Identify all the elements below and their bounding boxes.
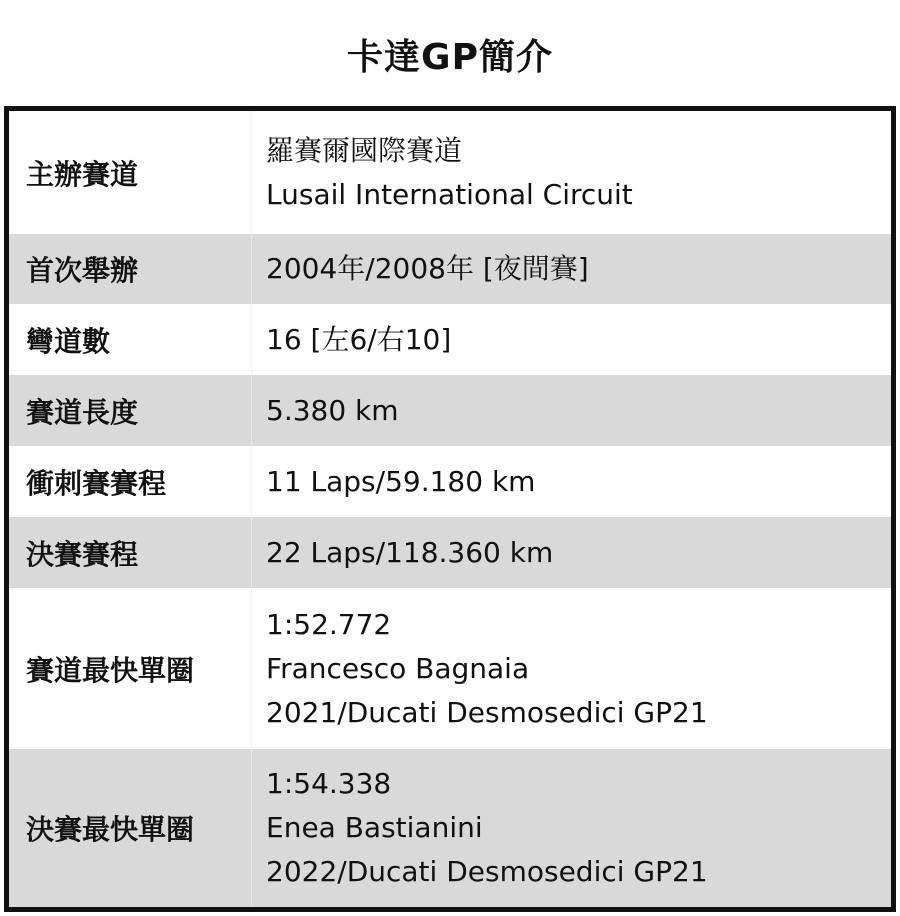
row-value (266, 517, 883, 588)
value-line: 1:52.772 (266, 607, 392, 641)
value-line: 2021/Ducati Desmosedici GP21 (266, 695, 708, 729)
value-line: 22 Laps/118.360 km (266, 535, 554, 569)
column-divider (251, 517, 252, 588)
row-label: 賽道長度 (26, 395, 139, 429)
value-line: 2022/Ducati Desmosedici GP21 (266, 855, 708, 888)
row-value (266, 446, 883, 517)
table-row-track-length (9, 375, 891, 446)
row-value (266, 375, 883, 446)
value-line: 16 [左6/右10] (266, 322, 452, 356)
row-value (266, 234, 883, 304)
row-value (266, 749, 883, 907)
column-divider (251, 304, 252, 375)
value-line: 2004年/2008年 [夜間賽] (266, 252, 589, 285)
table-row-sprint-distance (9, 446, 891, 517)
value-line: 1:54.338 (266, 767, 392, 800)
column-divider (251, 749, 252, 907)
value-line: 11 Laps/59.180 km (266, 464, 536, 498)
table-row-corners (9, 304, 891, 375)
row-label: 決賽賽程 (26, 537, 139, 571)
row-label: 衝刺賽賽程 (26, 466, 167, 500)
row-label: 彎道數 (26, 324, 111, 358)
value-line: Lusail International Circuit (266, 177, 633, 211)
row-label: 賽道最快單圈 (26, 653, 195, 687)
column-divider (251, 234, 252, 304)
value-line: 5.380 km (266, 393, 399, 427)
column-divider (251, 375, 252, 446)
row-value (266, 588, 883, 749)
column-divider (251, 446, 252, 517)
row-label: 決賽最快單圈 (26, 813, 195, 846)
row-value (266, 111, 883, 234)
page-title: 卡達GP簡介 (347, 37, 553, 78)
column-divider (251, 111, 252, 234)
table-row-race-fastest-lap (9, 749, 891, 907)
value-line: Francesco Bagnaia (266, 651, 530, 685)
value-line: 羅賽爾國際賽道 (266, 133, 463, 167)
table-row-race-distance (9, 517, 891, 588)
column-divider (251, 588, 252, 749)
table-row-first-held (9, 234, 891, 304)
row-value (266, 304, 883, 375)
row-label: 主辦賽道 (26, 157, 139, 191)
info-table (4, 106, 896, 912)
row-label: 首次舉辦 (26, 254, 139, 287)
value-line: Enea Bastianini (266, 811, 483, 844)
table-row-host-circuit (9, 111, 891, 234)
table-row-lap-record (9, 588, 891, 749)
